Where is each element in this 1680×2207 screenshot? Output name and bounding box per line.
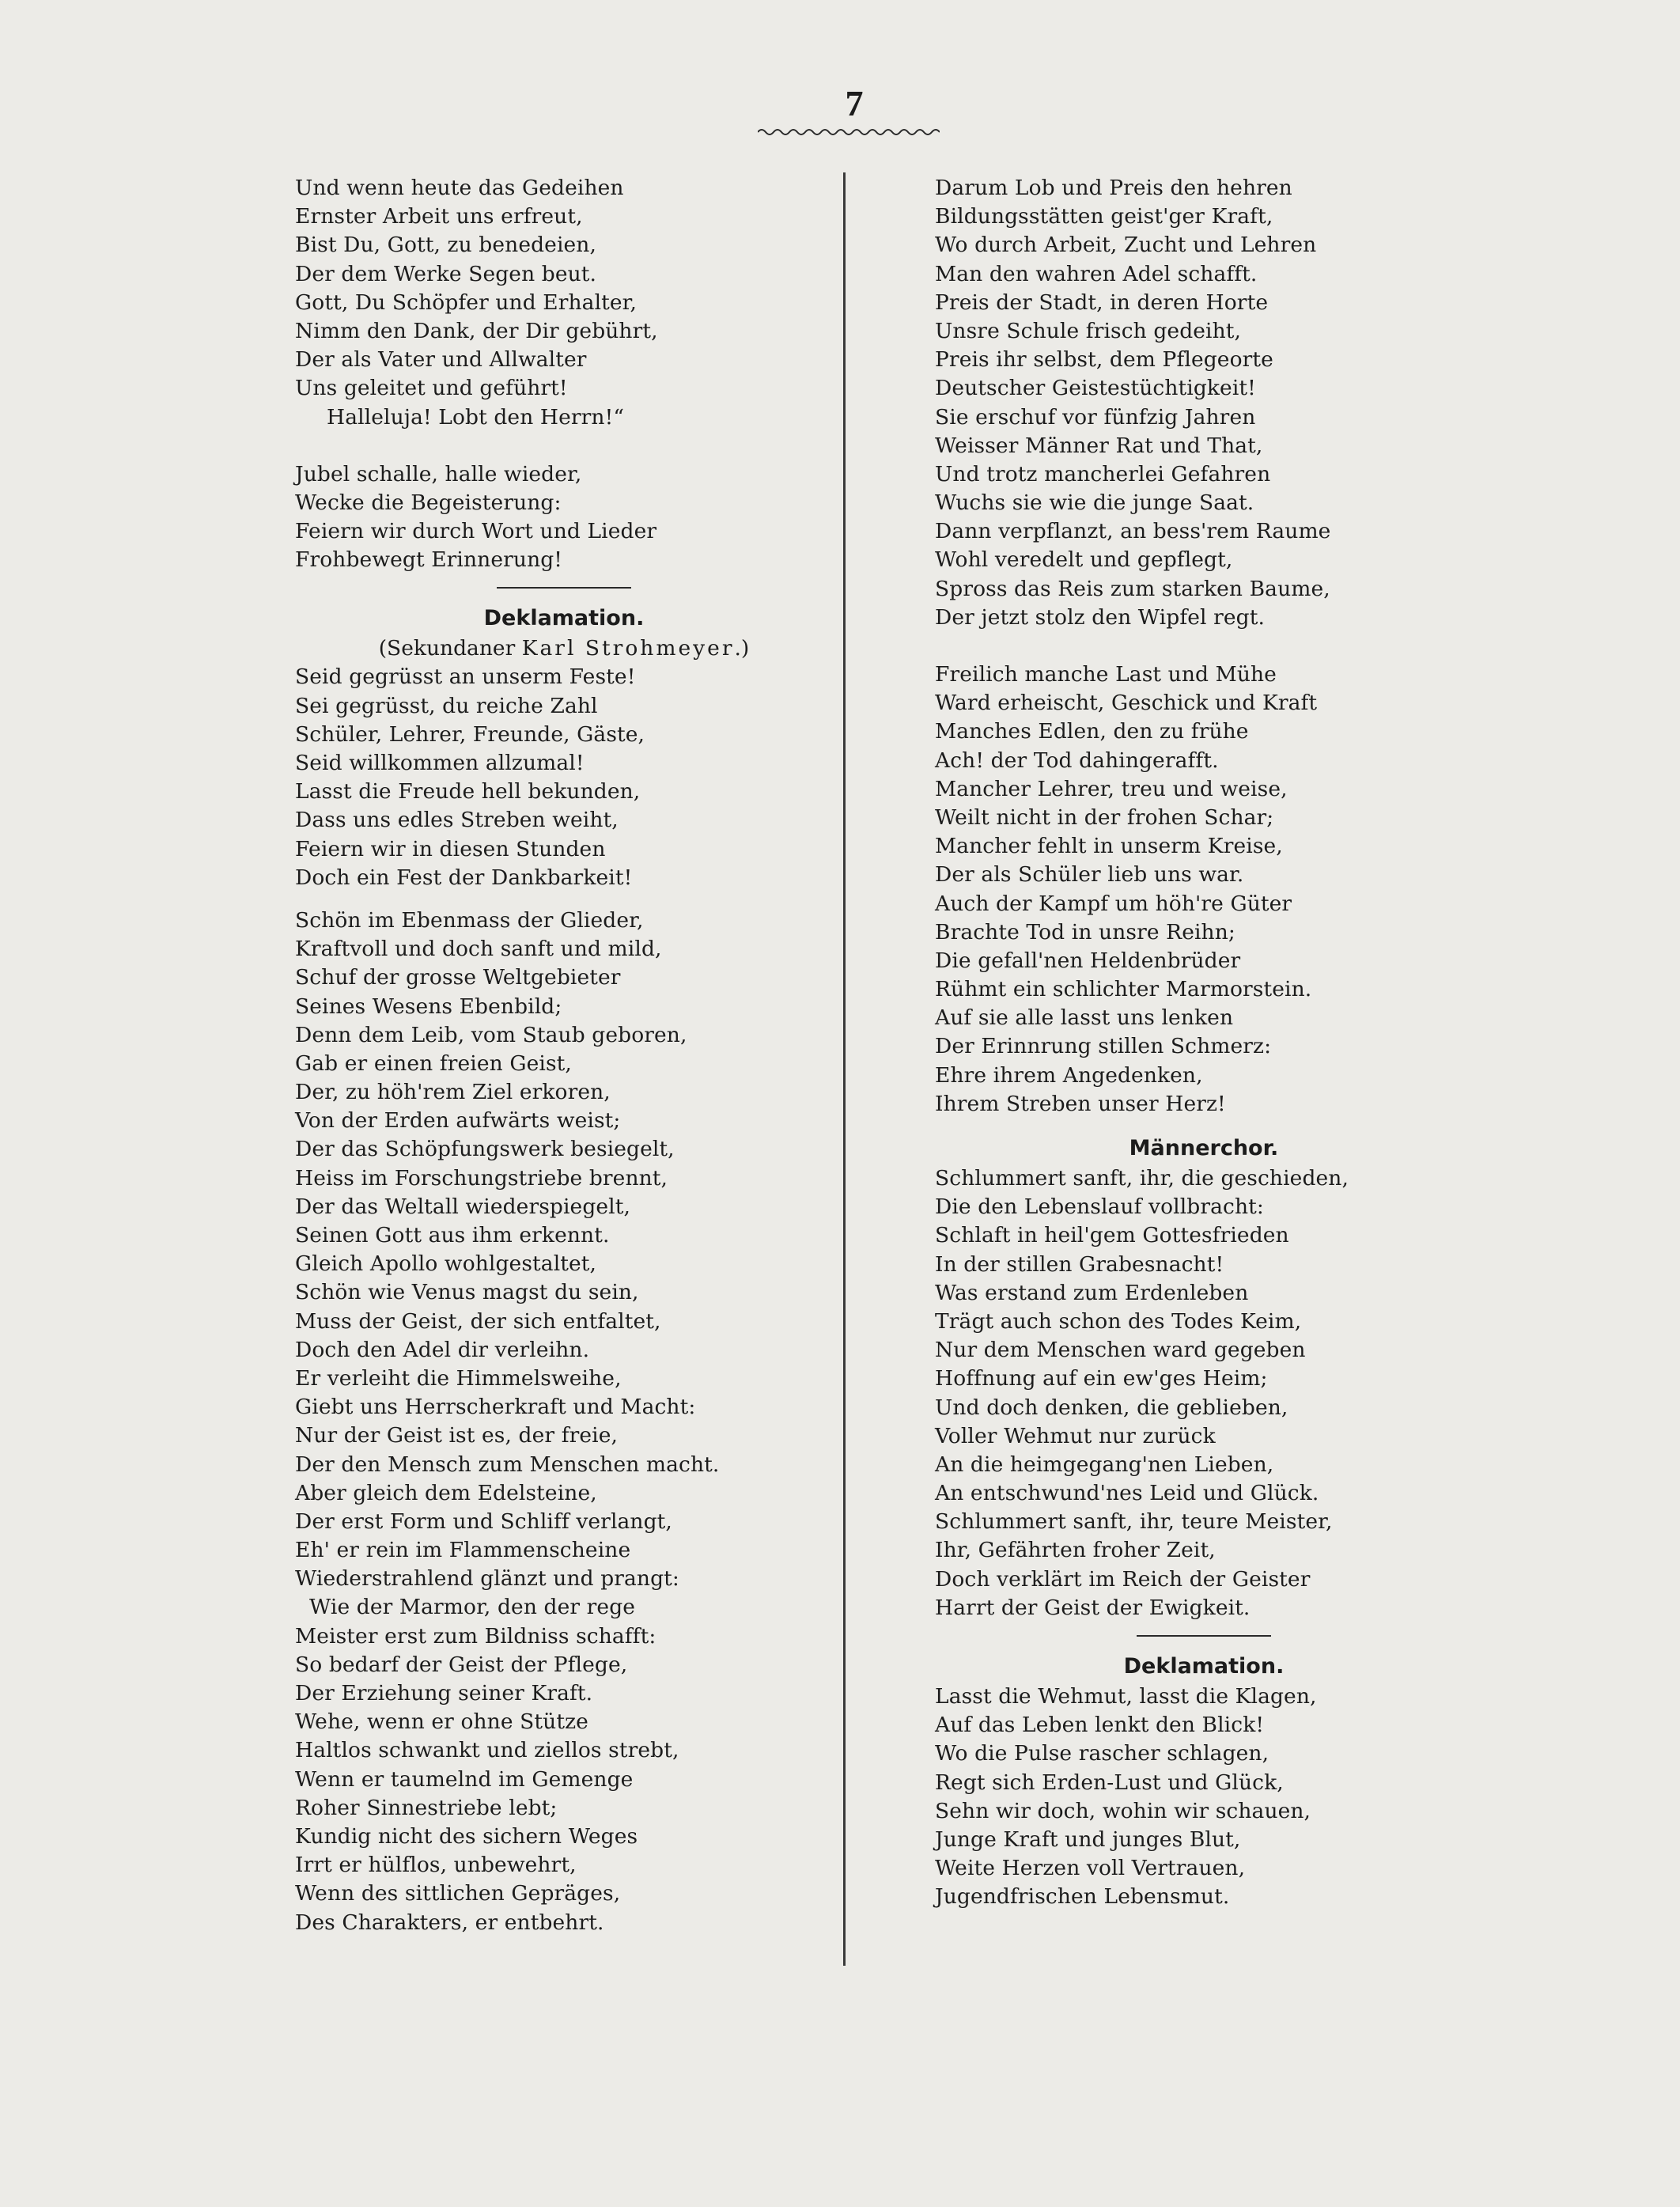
column-divider: [843, 172, 846, 1966]
verse-line: Dann verpflanzt, an bess'rem Raume: [935, 519, 1331, 544]
verse-line: Weilt nicht in der frohen Schar;: [935, 804, 1274, 830]
verse-line: Ernster Arbeit uns erfreut,: [295, 204, 583, 229]
verse-line: Auf das Leben lenkt den Blick!: [935, 1713, 1265, 1738]
verse-line: Wenn er taumelnd im Gemenge: [295, 1766, 634, 1792]
verse-line: Ward erheischt, Geschick und Kraft: [935, 691, 1318, 716]
verse-line: Giebt uns Herrscherkraft und Macht:: [295, 1395, 696, 1420]
right-stanza-3: [935, 1164, 1473, 1622]
verse-line: Schön wie Venus magst du sein,: [295, 1280, 639, 1305]
verse-line: Sei gegrüsst, du reiche Zahl: [295, 693, 598, 718]
verse-line: Lasst die Wehmut, lasst die Klagen,: [935, 1684, 1317, 1709]
verse-line: Haltlos schwankt und ziellos strebt,: [295, 1738, 679, 1763]
verse-line: Doch verklärt im Reich der Geister: [935, 1566, 1311, 1592]
verse-line: Wo die Pulse rascher schlagen,: [935, 1741, 1269, 1766]
section-rule: [497, 587, 631, 589]
right-stanza-4: [935, 1683, 1473, 1912]
verse-line: Von der Erden aufwärts weist;: [295, 1108, 621, 1134]
verse-line: Denn dem Leib, vom Staub geboren,: [295, 1022, 687, 1047]
subtitle-name: Karl Strohmeyer: [521, 636, 735, 661]
verse-line: Nur dem Menschen ward gegeben: [935, 1338, 1306, 1363]
verse-line: Wie der Marmor, den der rege: [309, 1595, 636, 1620]
section-title-mannerchor: Männerchor.: [1129, 1136, 1279, 1160]
verse-line: Der den Mensch zum Menschen macht.: [295, 1452, 720, 1477]
verse-line: Roher Sinnestriebe lebt;: [295, 1795, 558, 1820]
verse-line: Auch der Kampf um höh're Güter: [935, 891, 1292, 916]
stanza-gap: [295, 892, 833, 907]
verse-line: Meister erst zum Bildniss schafft:: [295, 1623, 656, 1649]
stanza-gap: [295, 432, 833, 460]
verse-line: Kundig nicht des sichern Weges: [295, 1823, 638, 1849]
section-title: Deklamation.: [483, 606, 645, 631]
verse-line: Schüler, Lehrer, Freunde, Gäste,: [295, 721, 645, 747]
verse-line: Heiss im Forschungstriebe brennt,: [295, 1165, 668, 1191]
verse-line: Schlummert sanft, ihr, die geschieden,: [935, 1166, 1349, 1191]
verse-line: Frohbewegt Erinnerung!: [295, 547, 563, 573]
stanza-gap: [935, 1119, 1473, 1133]
verse-line: Der Erinnrung stillen Schmerz:: [935, 1034, 1272, 1059]
verse-line: Man den wahren Adel schafft.: [935, 261, 1258, 286]
verse-line: Ehre ihrem Angedenken,: [935, 1062, 1203, 1088]
left-column: [295, 174, 833, 1937]
verse-line: Der das Schöpfungswerk besiegelt,: [295, 1137, 675, 1162]
stanza-gap: [935, 632, 1473, 661]
right-column: [935, 174, 1473, 1912]
verse-line: Wo durch Arbeit, Zucht und Lehren: [935, 233, 1317, 258]
verse-line: Junge Kraft und junges Blut,: [935, 1827, 1241, 1852]
verse-line: Freilich manche Last und Mühe: [935, 662, 1277, 687]
verse-line: Doch den Adel dir verleihn.: [295, 1337, 590, 1362]
verse-line: Spross das Reis zum starken Baume,: [935, 576, 1330, 601]
verse-line: Er verleiht die Himmelsweihe,: [295, 1365, 622, 1391]
verse-line: Der dem Werke Segen beut.: [295, 261, 597, 286]
subtitle-prefix: (Sekundaner: [378, 636, 522, 661]
verse-line: Preis ihr selbst, dem Pflegeorte: [935, 347, 1273, 373]
verse-line: Bildungsstätten geist'ger Kraft,: [935, 204, 1273, 229]
section-rule: [1137, 1635, 1271, 1637]
wave-ornament-icon: [758, 127, 940, 138]
verse-line: Feiern wir in diesen Stunden: [295, 836, 606, 861]
verse-line: Eh' er rein im Flammenscheine: [295, 1538, 631, 1563]
verse-line: Und wenn heute das Gedeihen: [295, 176, 624, 200]
verse-line: Dass uns edles Streben weiht,: [295, 808, 619, 833]
verse-line: Schön im Ebenmass der Glieder,: [295, 907, 644, 933]
verse-line: Kraftvoll und doch sanft und mild,: [295, 937, 662, 962]
section-title-deklamation: Deklamation.: [1123, 1654, 1285, 1679]
verse-line: Was erstand zum Erdenleben: [935, 1280, 1249, 1305]
verse-line: Ihrem Streben unser Herz!: [935, 1091, 1226, 1116]
verse-line: Ach! der Tod dahingerafft.: [935, 748, 1219, 773]
verse-line: Seid willkommen allzumal!: [295, 751, 585, 775]
verse-line: Der Erziehung seiner Kraft.: [295, 1681, 593, 1705]
verse-line: An die heimgegang'nen Lieben,: [935, 1452, 1274, 1477]
verse-line: Bist Du, Gott, zu benedeien,: [295, 233, 596, 258]
verse-line: Die den Lebenslauf vollbracht:: [935, 1194, 1264, 1220]
verse-line: Schuf der grosse Weltgebieter: [295, 965, 621, 990]
verse-line: An entschwund'nes Leid und Glück.: [935, 1481, 1319, 1506]
verse-line: Schlaft in heil'gem Gottesfrieden: [935, 1223, 1289, 1248]
right-stanza-1: [935, 174, 1473, 632]
verse-line: Ihr, Gefährten froher Zeit,: [935, 1538, 1216, 1563]
verse-line: Gleich Apollo wohlgestaltet,: [295, 1251, 597, 1277]
verse-line: Aber gleich dem Edelsteine,: [295, 1480, 597, 1505]
verse-line: Wecke die Begeisterung:: [295, 490, 562, 515]
verse-line: Die gefall'nen Heldenbrüder: [935, 948, 1241, 973]
verse-line: Seinen Gott aus ihm erkennt.: [295, 1223, 610, 1247]
verse-line: Hoffnung auf ein ew'ges Heim;: [935, 1366, 1268, 1391]
verse-line: Wohl veredelt und gepflegt,: [935, 547, 1233, 573]
verse-line: Voller Wehmut nur zurück: [935, 1423, 1216, 1448]
verse-line: Doch ein Fest der Dankbarkeit!: [295, 865, 633, 890]
verse-line: Darum Lob und Preis den hehren: [935, 176, 1292, 200]
verse-line: Sie erschuf vor fünfzig Jahren: [935, 404, 1256, 430]
verse-line: Und trotz mancherlei Gefahren: [935, 461, 1271, 486]
verse-line: Rühmt ein schlichter Marmorstein.: [935, 977, 1312, 1002]
verse-line: Weite Herzen voll Vertrauen,: [935, 1856, 1246, 1881]
left-stanza-4: [295, 907, 833, 1937]
verse-line: Wenn des sittlichen Gepräges,: [295, 1881, 621, 1906]
page-number: 7: [845, 83, 864, 123]
verse-line: Der als Schüler lieb uns war.: [935, 862, 1244, 888]
verse-line: Seines Wesens Ebenbild;: [295, 994, 562, 1019]
verse-line: Der als Vater und Allwalter: [295, 347, 587, 373]
verse-line: Brachte Tod in unsre Reihn;: [935, 919, 1235, 945]
verse-line: Sehn wir doch, wohin wir schauen,: [935, 1798, 1311, 1823]
subtitle-suffix: .): [734, 636, 750, 661]
verse-line: Uns geleitet und geführt!: [295, 376, 568, 401]
section-subtitle: [295, 634, 833, 663]
right-stanza-2: [935, 661, 1473, 1119]
verse-line: Feiern wir durch Wort und Lieder: [295, 519, 657, 544]
verse-line: Mancher fehlt in unserm Kreise,: [935, 834, 1283, 859]
verse-line: Irrt er hülflos, unbewehrt,: [295, 1853, 577, 1878]
verse-line: Des Charakters, er entbehrt.: [295, 1910, 604, 1935]
verse-line: Wiederstrahlend glänzt und prangt:: [295, 1566, 679, 1592]
verse-line: Schlummert sanft, ihr, teure Meister,: [935, 1509, 1333, 1535]
verse-line: Trägt auch schon des Todes Keim,: [935, 1308, 1302, 1334]
verse-line: Nur der Geist ist es, der freie,: [295, 1423, 619, 1448]
verse-line: Muss der Geist, der sich entfaltet,: [295, 1308, 661, 1334]
verse-line: In der stillen Grabesnacht!: [935, 1251, 1224, 1277]
verse-line: Der jetzt stolz den Wipfel regt.: [935, 604, 1265, 630]
verse-line: Deutscher Geistestüchtigkeit!: [935, 376, 1256, 401]
verse-line: Jugendfrischen Lebensmut.: [935, 1884, 1230, 1910]
left-stanza-2: [295, 460, 833, 575]
verse-line: Seid gegrüsst an unserm Feste!: [295, 664, 636, 690]
verse-line: So bedarf der Geist der Pflege,: [295, 1652, 628, 1677]
verse-line: Unsre Schule frisch gedeiht,: [935, 318, 1242, 343]
verse-line: Halleluja! Lobt den Herrn!“: [327, 404, 624, 430]
verse-line: Der das Weltall wiederspiegelt,: [295, 1194, 631, 1219]
verse-line: Der, zu höh'rem Ziel erkoren,: [295, 1080, 611, 1105]
verse-line: Gott, Du Schöpfer und Erhalter,: [295, 290, 638, 315]
verse-line: Gab er einen freien Geist,: [295, 1051, 572, 1076]
verse-line: Preis der Stadt, in deren Horte: [935, 290, 1269, 315]
verse-line: Mancher Lehrer, treu und weise,: [935, 776, 1288, 801]
verse-line: Der erst Form und Schliff verlangt,: [295, 1509, 672, 1534]
verse-line: Harrt der Geist der Ewigkeit.: [935, 1595, 1251, 1620]
verse-line: Weisser Männer Rat und That,: [935, 433, 1263, 458]
verse-line: Jubel schalle, halle wieder,: [295, 461, 582, 486]
verse-line: Wehe, wenn er ohne Stütze: [295, 1709, 588, 1735]
verse-line: Manches Edlen, den zu frühe: [935, 719, 1249, 744]
verse-line: Nimm den Dank, der Dir gebührt,: [295, 318, 658, 343]
verse-line: Lasst die Freude hell bekunden,: [295, 779, 641, 804]
left-stanza-3: [295, 663, 833, 892]
left-stanza-1: [295, 174, 833, 432]
verse-line: Und doch denken, die geblieben,: [935, 1395, 1288, 1420]
verse-line: Wuchs sie wie die junge Saat.: [935, 490, 1254, 516]
verse-line: Regt sich Erden-Lust und Glück,: [935, 1770, 1284, 1795]
verse-line: Auf sie alle lasst uns lenken: [935, 1005, 1234, 1031]
